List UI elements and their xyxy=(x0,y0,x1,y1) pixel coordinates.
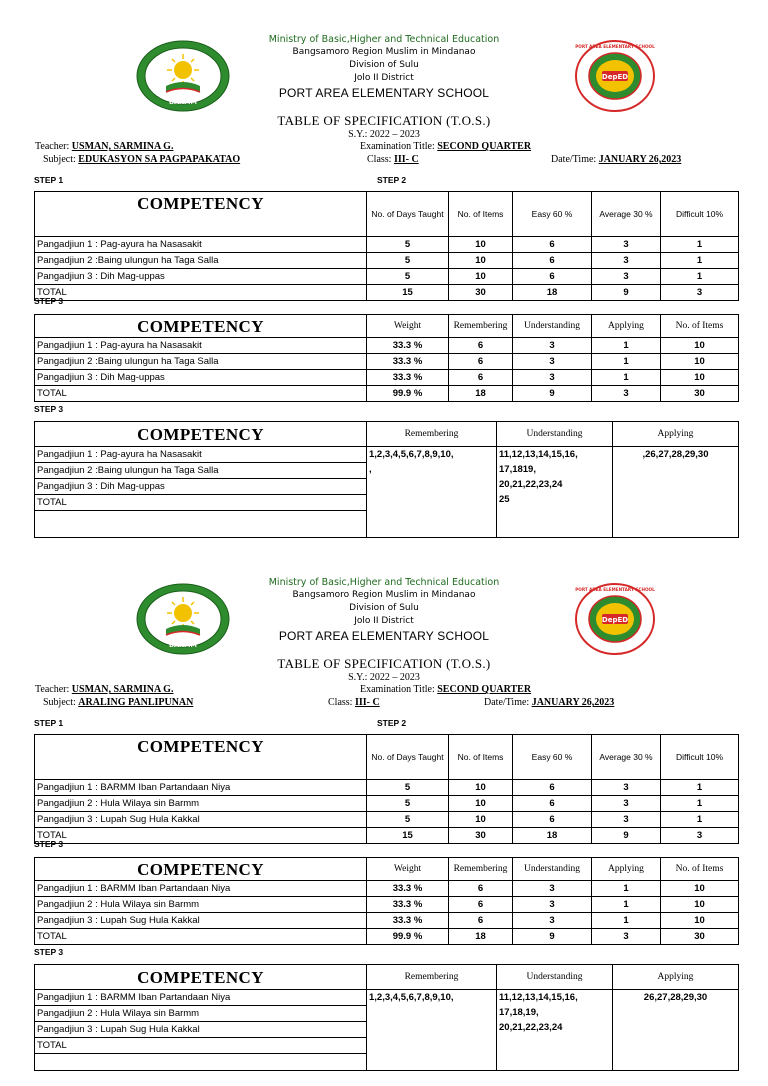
table-cell: 1 xyxy=(592,370,661,386)
table-cell: 3 xyxy=(592,812,661,828)
table-cell: 9 xyxy=(513,386,592,402)
table-row xyxy=(35,881,739,897)
table-cell: 1 xyxy=(661,237,739,253)
table-cell: 18 xyxy=(449,386,513,402)
table-cell: 1 xyxy=(661,796,739,812)
table-cell: 6 xyxy=(513,796,592,812)
table-cell: 6 xyxy=(513,780,592,796)
class-line xyxy=(367,154,419,165)
tos-document-2 xyxy=(0,543,768,1086)
item-numbers-line: 20,21,22,23,24 xyxy=(499,479,563,490)
division-name: Division of Sulu xyxy=(349,60,419,70)
competency-label: Pangadjiun 2 : Hula Wilaya sin Barmm xyxy=(35,796,367,812)
table-row xyxy=(35,796,739,812)
competency-label: TOTAL xyxy=(35,929,367,945)
t3-understanding-cell xyxy=(497,447,613,538)
understanding-header: Understanding xyxy=(513,858,592,881)
table-cell: 30 xyxy=(449,285,513,301)
table-cell: 6 xyxy=(449,881,513,897)
table-cell: 33.3 % xyxy=(367,338,449,354)
competency-label: Pangadjiun 2 :Baing ulungun ha Taga Salla xyxy=(35,354,367,370)
t3-remembering-cell xyxy=(367,447,497,538)
step2-label: STEP 2 xyxy=(377,718,407,728)
table-cell: 6 xyxy=(449,913,513,929)
teacher-name: USMAN, SARMINA G. xyxy=(71,684,174,695)
competency-header: COMPETENCY xyxy=(35,192,367,237)
table-cell: 33.3 % xyxy=(367,354,449,370)
competency-label: Pangadjiun 3 : Dih Mag-uppas xyxy=(35,370,367,386)
table-cell: 5 xyxy=(367,796,449,812)
applying-header: Applying xyxy=(613,422,739,447)
competency-label: Pangadjiun 2 :Baing ulungun ha Taga Salla xyxy=(35,253,367,269)
table-row xyxy=(35,828,739,844)
table-cell: 1 xyxy=(592,338,661,354)
item-numbers-line: , xyxy=(369,464,372,475)
table-cell: 9 xyxy=(592,285,661,301)
class-label: Class: xyxy=(328,697,353,708)
tos-table-step3-items xyxy=(34,421,739,538)
table-row xyxy=(35,269,739,285)
table-cell: 10 xyxy=(661,897,739,913)
table-cell: 10 xyxy=(661,881,739,897)
item-numbers-line: 1,2,3,4,5,6,7,8,9,10, xyxy=(369,992,454,1003)
competency-label: TOTAL xyxy=(35,386,367,402)
teacher-label: Teacher: xyxy=(35,141,70,152)
table-cell: 3 xyxy=(513,354,592,370)
competency-label: Pangadjiun 3 : Lupah Sug Hula Kakkal xyxy=(35,812,367,828)
table-cell: 1 xyxy=(592,354,661,370)
document-title: TABLE OF SPECIFICATION (T.O.S.) xyxy=(277,656,491,671)
table-cell: 3 xyxy=(513,338,592,354)
school-year: S.Y.: 2022 – 2023 xyxy=(348,672,420,683)
exam-label: Examination Title: xyxy=(360,141,435,152)
teacher-line xyxy=(35,141,173,152)
table-cell: 5 xyxy=(367,269,449,285)
region-name: Bangsamoro Region Muslim in Mindanao xyxy=(292,47,476,57)
table-cell: 10 xyxy=(661,338,739,354)
competency-label: Pangadjiun 1 : BARMM Iban Partandaan Niya xyxy=(35,881,367,897)
table-cell: 10 xyxy=(661,913,739,929)
table-cell: 1 xyxy=(661,269,739,285)
table-cell: 5 xyxy=(367,780,449,796)
applying-header: Applying xyxy=(592,858,661,881)
average-header: Average 30 % xyxy=(592,192,661,237)
teacher-label: Teacher: xyxy=(35,684,70,695)
table-cell: 33.3 % xyxy=(367,913,449,929)
district-name: Jolo II District xyxy=(354,73,414,83)
competency-label: Pangadjiun 3 : Dih Mag-uppas xyxy=(35,479,366,495)
table-cell: 5 xyxy=(367,253,449,269)
item-numbers-line: 25 xyxy=(499,494,510,505)
item-numbers-line: 17,18,19, xyxy=(499,1007,539,1018)
weight-header: Weight xyxy=(367,858,449,881)
table-cell: 18 xyxy=(513,285,592,301)
table-cell: 6 xyxy=(449,338,513,354)
tos-table-step3-items xyxy=(34,964,739,1071)
teacher-line xyxy=(35,684,173,695)
date-line xyxy=(551,154,681,165)
table-cell: 5 xyxy=(367,812,449,828)
table-row xyxy=(35,386,739,402)
remembering-header: Remembering xyxy=(367,965,497,990)
date-value: JANUARY 26,2023 xyxy=(598,154,682,165)
class-name: III- C xyxy=(354,697,380,708)
table-cell: 99.9 % xyxy=(367,386,449,402)
table-cell: 10 xyxy=(661,354,739,370)
item-numbers-line: 20,21,22,23,24 xyxy=(499,1022,563,1033)
difficult-header: Difficult 10% xyxy=(661,735,739,780)
table-cell: 9 xyxy=(592,828,661,844)
competency-label: TOTAL xyxy=(35,495,366,511)
school-ring-text: PORT AREA ELEMENTARY SCHOOL xyxy=(575,587,655,592)
table-row xyxy=(35,285,739,301)
table-cell: 10 xyxy=(449,237,513,253)
t3-remembering-cell xyxy=(367,990,497,1071)
region-name: Bangsamoro Region Muslim in Mindanao xyxy=(292,590,476,600)
competency-label: Pangadjiun 1 : Pag-ayura ha Nasasakit xyxy=(35,447,366,463)
t3-understanding-cell xyxy=(497,990,613,1071)
table-cell: 1 xyxy=(661,253,739,269)
table-cell: 10 xyxy=(449,780,513,796)
subject-label: Subject: xyxy=(43,154,76,165)
step3-label-2: STEP 3 xyxy=(34,404,64,414)
table-cell: 6 xyxy=(449,354,513,370)
t3-labels-cell xyxy=(35,447,367,538)
t3-applying-cell xyxy=(613,990,739,1071)
t3-applying-cell xyxy=(613,447,739,538)
table-row xyxy=(35,812,739,828)
school-name: PORT AREA ELEMENTARY SCHOOL xyxy=(278,629,490,643)
table-row xyxy=(35,929,739,945)
class-line xyxy=(328,697,380,708)
tos-table-step3-weights xyxy=(34,857,739,945)
table-row xyxy=(35,338,739,354)
table-cell: 10 xyxy=(449,796,513,812)
table-cell: 3 xyxy=(661,828,739,844)
table-cell: 33.3 % xyxy=(367,897,449,913)
competency-label: TOTAL xyxy=(35,1038,366,1054)
item-numbers-line: 11,12,13,14,15,16, xyxy=(499,449,578,460)
no-of-items-header: No. of Items xyxy=(661,858,739,881)
table-cell: 1 xyxy=(592,897,661,913)
table-row xyxy=(35,354,739,370)
competency-header: COMPETENCY xyxy=(35,422,367,447)
step1-label: STEP 1 xyxy=(34,175,64,185)
remembering-header: Remembering xyxy=(449,858,513,881)
table-cell: 30 xyxy=(661,386,739,402)
table-cell: 10 xyxy=(661,370,739,386)
table-cell: 3 xyxy=(513,370,592,386)
item-numbers-line: 26,27,28,29,30 xyxy=(643,992,708,1003)
district-name: Jolo II District xyxy=(354,616,414,626)
teacher-name: USMAN, SARMINA G. xyxy=(71,141,174,152)
step3-label-2: STEP 3 xyxy=(34,947,64,957)
competency-header: COMPETENCY xyxy=(35,858,367,881)
document-title: TABLE OF SPECIFICATION (T.O.S.) xyxy=(277,113,491,128)
table-cell: 18 xyxy=(513,828,592,844)
competency-label: Pangadjiun 3 : Lupah Sug Hula Kakkal xyxy=(35,913,367,929)
items-header: No. of Items xyxy=(449,192,513,237)
easy-header: Easy 60 % xyxy=(513,735,592,780)
competency-label: Pangadjiun 1 : BARMM Iban Partandaan Niya xyxy=(35,780,367,796)
table-cell: 6 xyxy=(513,237,592,253)
competency-header: COMPETENCY xyxy=(35,315,367,338)
competency-header: COMPETENCY xyxy=(35,965,367,990)
subject-line xyxy=(43,697,193,708)
class-label: Class: xyxy=(367,154,392,165)
applying-header: Applying xyxy=(592,315,661,338)
item-numbers-line: ,26,27,28,29,30 xyxy=(642,449,709,460)
school-ring-text: PORT AREA ELEMENTARY SCHOOL xyxy=(575,44,655,49)
average-header: Average 30 % xyxy=(592,735,661,780)
table-cell: 3 xyxy=(592,780,661,796)
table-cell: 33.3 % xyxy=(367,370,449,386)
table-cell: 99.9 % xyxy=(367,929,449,945)
competency-label: Pangadjiun 1 : Pag-ayura ha Nasasakit xyxy=(35,338,367,354)
date-line xyxy=(484,697,614,708)
item-numbers-line: 11,12,13,14,15,16, xyxy=(499,992,578,1003)
competency-label: TOTAL xyxy=(35,285,367,301)
table-cell: 15 xyxy=(367,828,449,844)
competency-label: Pangadjiun 3 : Dih Mag-uppas xyxy=(35,269,367,285)
applying-header: Applying xyxy=(613,965,739,990)
competency-label: TOTAL xyxy=(35,828,367,844)
table-cell: 3 xyxy=(592,796,661,812)
item-numbers-line: 17,1819, xyxy=(499,464,536,475)
table-cell: 3 xyxy=(513,913,592,929)
exam-line xyxy=(360,684,531,695)
table-row xyxy=(35,897,739,913)
easy-header: Easy 60 % xyxy=(513,192,592,237)
days-taught-header: No. of Days Taught xyxy=(367,192,449,237)
table-row xyxy=(35,370,739,386)
deped-logo-text: DepED xyxy=(601,73,629,81)
understanding-header: Understanding xyxy=(513,315,592,338)
table-cell: 10 xyxy=(449,812,513,828)
ministry-name: Ministry of Basic,Higher and Technical Education xyxy=(268,577,500,588)
subject-label: Subject: xyxy=(43,697,76,708)
t3-labels-cell xyxy=(35,990,367,1071)
competency-header: COMPETENCY xyxy=(35,735,367,780)
table-cell: 6 xyxy=(513,812,592,828)
table-cell: 3 xyxy=(592,929,661,945)
class-name: III- C xyxy=(393,154,419,165)
deped-logo-text: DepED xyxy=(601,616,629,624)
table-cell: 3 xyxy=(592,237,661,253)
competency-label: Pangadjiun 1 : Pag-ayura ha Nasasakit xyxy=(35,237,367,253)
table-cell: 3 xyxy=(592,253,661,269)
date-value: JANUARY 26,2023 xyxy=(531,697,615,708)
exam-line xyxy=(360,141,531,152)
understanding-header: Understanding xyxy=(497,965,613,990)
competency-label: Pangadjiun 2 : Hula Wilaya sin Barmm xyxy=(35,1006,366,1022)
table-cell: 6 xyxy=(513,269,592,285)
date-label: Date/Time: xyxy=(484,697,530,708)
date-label: Date/Time: xyxy=(551,154,597,165)
subject-name: EDUKASYON SA PAGPAPAKATAO xyxy=(78,154,241,165)
table-cell: 3 xyxy=(513,881,592,897)
competency-label: Pangadjiun 3 : Lupah Sug Hula Kakkal xyxy=(35,1022,366,1038)
school-name: PORT AREA ELEMENTARY SCHOOL xyxy=(278,86,490,100)
weight-header: Weight xyxy=(367,315,449,338)
table-cell: 1 xyxy=(661,780,739,796)
table-cell: 30 xyxy=(449,828,513,844)
difficult-header: Difficult 10% xyxy=(661,192,739,237)
table-cell: 10 xyxy=(449,253,513,269)
step2-label: STEP 2 xyxy=(377,175,407,185)
step1-label: STEP 1 xyxy=(34,718,64,728)
table-cell: 1 xyxy=(661,812,739,828)
table-cell: 3 xyxy=(513,897,592,913)
table-cell: 6 xyxy=(513,253,592,269)
days-taught-header: No. of Days Taught xyxy=(367,735,449,780)
tos-table-step1 xyxy=(34,734,739,844)
remembering-header: Remembering xyxy=(449,315,513,338)
table-cell: 30 xyxy=(661,929,739,945)
barmm-logo-text: BARMM xyxy=(169,641,197,649)
table-row xyxy=(35,237,739,253)
table-cell: 33.3 % xyxy=(367,881,449,897)
table-cell: 9 xyxy=(513,929,592,945)
subject-line xyxy=(43,154,240,165)
table-row xyxy=(35,253,739,269)
remembering-header: Remembering xyxy=(367,422,497,447)
understanding-header: Understanding xyxy=(497,422,613,447)
table-cell: 3 xyxy=(661,285,739,301)
competency-label: Pangadjiun 1 : BARMM Iban Partandaan Niya xyxy=(35,990,366,1006)
table-cell: 1 xyxy=(592,881,661,897)
table-cell: 6 xyxy=(449,897,513,913)
competency-label: Pangadjiun 2 : Hula Wilaya sin Barmm xyxy=(35,897,367,913)
school-year: S.Y.: 2022 – 2023 xyxy=(348,129,420,140)
table-cell: 3 xyxy=(592,269,661,285)
table-cell: 18 xyxy=(449,929,513,945)
table-cell: 5 xyxy=(367,237,449,253)
exam-title: SECOND QUARTER xyxy=(437,684,532,695)
barmm-logo-text: BARMM xyxy=(169,98,197,106)
tos-table-step1 xyxy=(34,191,739,301)
items-header: No. of Items xyxy=(449,735,513,780)
table-cell: 6 xyxy=(449,370,513,386)
exam-title: SECOND QUARTER xyxy=(437,141,532,152)
step3-label: STEP 3 xyxy=(34,839,64,849)
table-cell: 3 xyxy=(592,386,661,402)
exam-label: Examination Title: xyxy=(360,684,435,695)
division-name: Division of Sulu xyxy=(349,603,419,613)
competency-label: Pangadjiun 2 :Baing ulungun ha Taga Salla xyxy=(35,463,366,479)
table-row xyxy=(35,780,739,796)
step3-label: STEP 3 xyxy=(34,296,64,306)
table-cell: 10 xyxy=(449,269,513,285)
table-row xyxy=(35,913,739,929)
tos-table-step3-weights xyxy=(34,314,739,402)
no-of-items-header: No. of Items xyxy=(661,315,739,338)
table-cell: 15 xyxy=(367,285,449,301)
item-numbers-line: 1,2,3,4,5,6,7,8,9,10, xyxy=(369,449,454,460)
table-cell: 1 xyxy=(592,913,661,929)
subject-name: ARALING PANLIPUNAN xyxy=(78,697,194,708)
ministry-name: Ministry of Basic,Higher and Technical Education xyxy=(268,34,500,45)
